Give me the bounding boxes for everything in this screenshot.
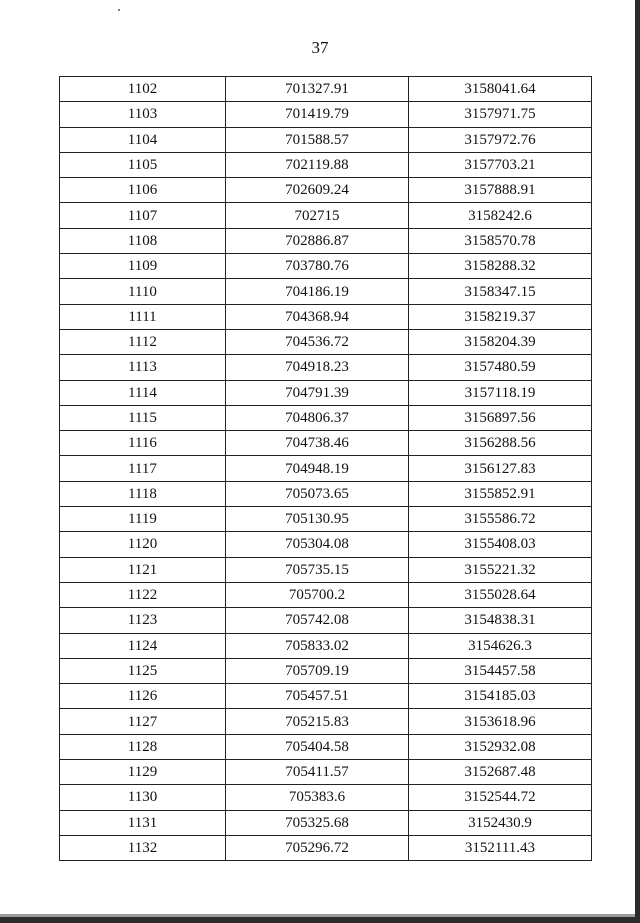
y-coordinate-cell: 3153618.96 — [409, 709, 592, 734]
y-coordinate-cell: 3154185.03 — [409, 684, 592, 709]
y-coordinate-cell: 3154838.31 — [409, 608, 592, 633]
x-coordinate-cell: 702119.88 — [226, 152, 409, 177]
x-coordinate-cell: 705700.2 — [226, 582, 409, 607]
table-row — [60, 431, 592, 456]
point-id-cell: 1116 — [60, 431, 226, 456]
x-coordinate-cell: 705742.08 — [226, 608, 409, 633]
point-id-cell: 1103 — [60, 102, 226, 127]
x-coordinate-cell: 705130.95 — [226, 507, 409, 532]
x-coordinate-cell: 702715 — [226, 203, 409, 228]
coordinate-table-body — [60, 77, 592, 861]
point-id-cell: 1118 — [60, 481, 226, 506]
point-id-cell: 1104 — [60, 127, 226, 152]
point-id-cell: 1125 — [60, 658, 226, 683]
point-id-cell: 1110 — [60, 279, 226, 304]
table-row — [60, 810, 592, 835]
y-coordinate-cell: 3158041.64 — [409, 77, 592, 102]
coordinate-table — [59, 76, 592, 861]
table-row — [60, 557, 592, 582]
y-coordinate-cell: 3155852.91 — [409, 481, 592, 506]
point-id-cell: 1120 — [60, 532, 226, 557]
y-coordinate-cell: 3158288.32 — [409, 254, 592, 279]
x-coordinate-cell: 705457.51 — [226, 684, 409, 709]
y-coordinate-cell: 3156127.83 — [409, 456, 592, 481]
y-coordinate-cell: 3157118.19 — [409, 380, 592, 405]
x-coordinate-cell: 701327.91 — [226, 77, 409, 102]
x-coordinate-cell: 702609.24 — [226, 178, 409, 203]
y-coordinate-cell: 3158204.39 — [409, 329, 592, 354]
x-coordinate-cell: 705709.19 — [226, 658, 409, 683]
scan-edge-bottom — [0, 917, 640, 923]
point-id-cell: 1132 — [60, 835, 226, 860]
table-row — [60, 178, 592, 203]
y-coordinate-cell: 3155221.32 — [409, 557, 592, 582]
point-id-cell: 1112 — [60, 329, 226, 354]
table-row — [60, 633, 592, 658]
x-coordinate-cell: 701588.57 — [226, 127, 409, 152]
table-row — [60, 709, 592, 734]
y-coordinate-cell: 3154626.3 — [409, 633, 592, 658]
table-row — [60, 304, 592, 329]
x-coordinate-cell: 704791.39 — [226, 380, 409, 405]
table-row — [60, 481, 592, 506]
y-coordinate-cell: 3158219.37 — [409, 304, 592, 329]
table-row — [60, 835, 592, 860]
x-coordinate-cell: 705073.65 — [226, 481, 409, 506]
x-coordinate-cell: 704368.94 — [226, 304, 409, 329]
x-coordinate-cell: 704186.19 — [226, 279, 409, 304]
table-row — [60, 203, 592, 228]
point-id-cell: 1106 — [60, 178, 226, 203]
x-coordinate-cell: 702886.87 — [226, 228, 409, 253]
x-coordinate-cell: 705304.08 — [226, 532, 409, 557]
page-number: 37 — [311, 38, 329, 57]
y-coordinate-cell: 3152932.08 — [409, 734, 592, 759]
y-coordinate-cell: 3152687.48 — [409, 760, 592, 785]
x-coordinate-cell: 704738.46 — [226, 431, 409, 456]
point-id-cell: 1121 — [60, 557, 226, 582]
x-coordinate-cell: 705215.83 — [226, 709, 409, 734]
point-id-cell: 1111 — [60, 304, 226, 329]
point-id-cell: 1129 — [60, 760, 226, 785]
y-coordinate-cell: 3157703.21 — [409, 152, 592, 177]
y-coordinate-cell: 3156288.56 — [409, 431, 592, 456]
table-row — [60, 760, 592, 785]
point-id-cell: 1131 — [60, 810, 226, 835]
x-coordinate-cell: 705833.02 — [226, 633, 409, 658]
y-coordinate-cell: 3157972.76 — [409, 127, 592, 152]
scan-speck — [118, 9, 120, 11]
table-row — [60, 532, 592, 557]
point-id-cell: 1115 — [60, 405, 226, 430]
y-coordinate-cell: 3152544.72 — [409, 785, 592, 810]
table-row — [60, 582, 592, 607]
y-coordinate-cell: 3152430.9 — [409, 810, 592, 835]
table-row — [60, 254, 592, 279]
point-id-cell: 1123 — [60, 608, 226, 633]
point-id-cell: 1122 — [60, 582, 226, 607]
y-coordinate-cell: 3155408.03 — [409, 532, 592, 557]
y-coordinate-cell: 3154457.58 — [409, 658, 592, 683]
point-id-cell: 1108 — [60, 228, 226, 253]
table-row — [60, 355, 592, 380]
y-coordinate-cell: 3155028.64 — [409, 582, 592, 607]
y-coordinate-cell: 3158570.78 — [409, 228, 592, 253]
x-coordinate-cell: 705411.57 — [226, 760, 409, 785]
x-coordinate-cell: 705383.6 — [226, 785, 409, 810]
table-row — [60, 380, 592, 405]
x-coordinate-cell: 705296.72 — [226, 835, 409, 860]
x-coordinate-cell: 704536.72 — [226, 329, 409, 354]
point-id-cell: 1124 — [60, 633, 226, 658]
table-row — [60, 785, 592, 810]
point-id-cell: 1119 — [60, 507, 226, 532]
y-coordinate-cell: 3157888.91 — [409, 178, 592, 203]
table-row — [60, 456, 592, 481]
table-row — [60, 279, 592, 304]
point-id-cell: 1126 — [60, 684, 226, 709]
point-id-cell: 1130 — [60, 785, 226, 810]
y-coordinate-cell: 3152111.43 — [409, 835, 592, 860]
point-id-cell: 1102 — [60, 77, 226, 102]
x-coordinate-cell: 704806.37 — [226, 405, 409, 430]
point-id-cell: 1107 — [60, 203, 226, 228]
y-coordinate-cell: 3158347.15 — [409, 279, 592, 304]
table-row — [60, 658, 592, 683]
table-row — [60, 684, 592, 709]
point-id-cell: 1105 — [60, 152, 226, 177]
y-coordinate-cell: 3157971.75 — [409, 102, 592, 127]
y-coordinate-cell: 3157480.59 — [409, 355, 592, 380]
point-id-cell: 1127 — [60, 709, 226, 734]
table-row — [60, 329, 592, 354]
x-coordinate-cell: 705404.58 — [226, 734, 409, 759]
y-coordinate-cell: 3156897.56 — [409, 405, 592, 430]
x-coordinate-cell: 705735.15 — [226, 557, 409, 582]
x-coordinate-cell: 704918.23 — [226, 355, 409, 380]
y-coordinate-cell: 3155586.72 — [409, 507, 592, 532]
x-coordinate-cell: 704948.19 — [226, 456, 409, 481]
table-row — [60, 507, 592, 532]
point-id-cell: 1117 — [60, 456, 226, 481]
point-id-cell: 1113 — [60, 355, 226, 380]
table-row — [60, 77, 592, 102]
table-row — [60, 127, 592, 152]
x-coordinate-cell: 703780.76 — [226, 254, 409, 279]
table-row — [60, 608, 592, 633]
point-id-cell: 1128 — [60, 734, 226, 759]
point-id-cell: 1114 — [60, 380, 226, 405]
table-row — [60, 405, 592, 430]
x-coordinate-cell: 701419.79 — [226, 102, 409, 127]
table-row — [60, 152, 592, 177]
point-id-cell: 1109 — [60, 254, 226, 279]
y-coordinate-cell: 3158242.6 — [409, 203, 592, 228]
table-row — [60, 734, 592, 759]
x-coordinate-cell: 705325.68 — [226, 810, 409, 835]
table-row — [60, 102, 592, 127]
scan-edge-right — [635, 0, 640, 923]
table-row — [60, 228, 592, 253]
